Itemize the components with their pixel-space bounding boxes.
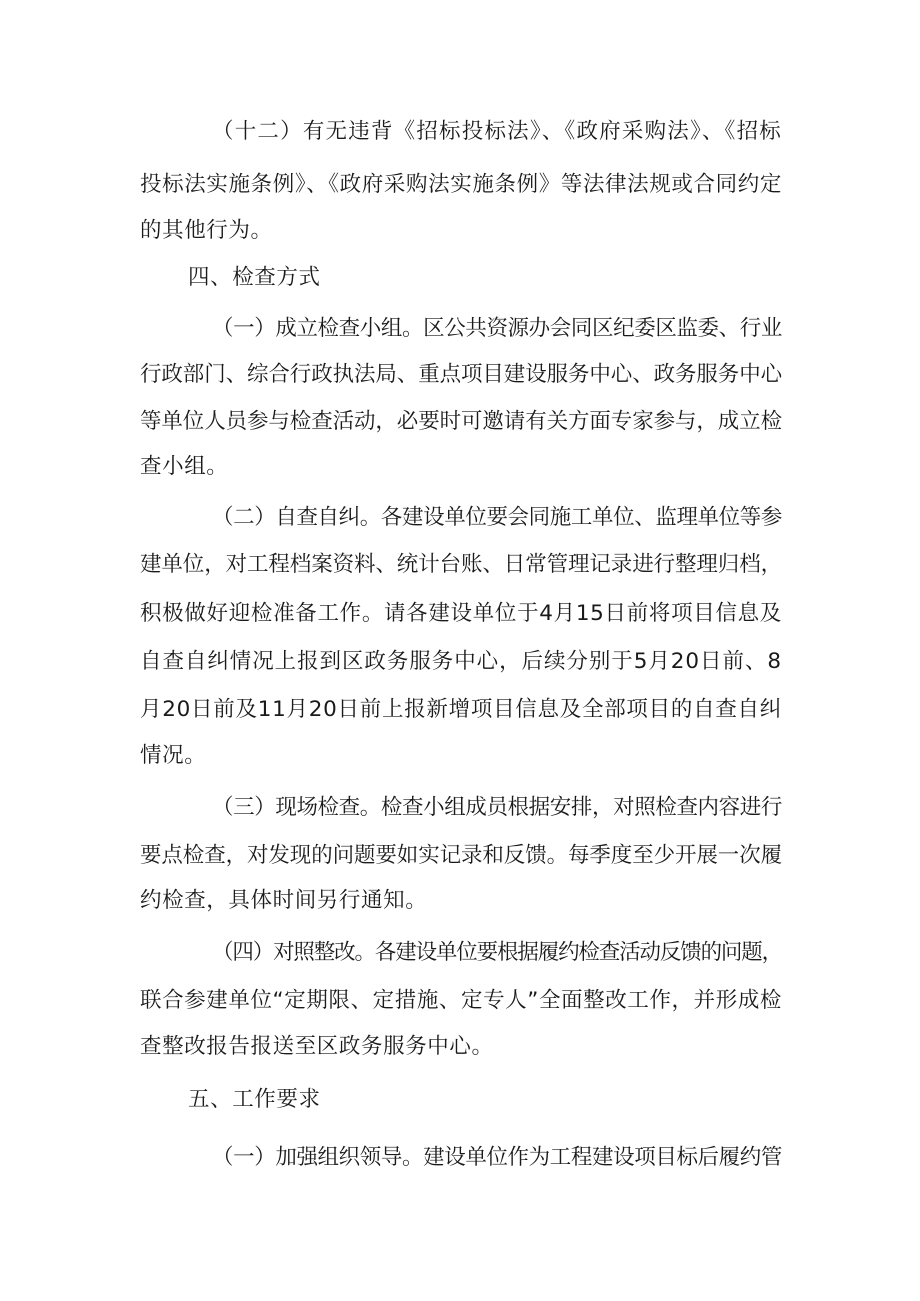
paragraph-line: 建单位，对工程档案资料、统计台账、日常管理记录进行整理归档， xyxy=(140,552,782,577)
paragraph-line: 的其他行为。 xyxy=(140,218,273,243)
paragraph-line: 查小组。 xyxy=(140,454,229,479)
paragraph-line: （二）自查自纠。各建设单位要会同施工单位、监理单位等参 xyxy=(212,505,783,530)
paragraph-line: 情况。 xyxy=(140,743,207,768)
paragraph-line: （四）对照整改。各建设单位要根据履约检查活动反馈的问题， xyxy=(212,940,782,965)
paragraph-line: （一）成立检查小组。区公共资源办会同区纪委区监委、行业 xyxy=(212,316,783,341)
paragraph-line: 约检查，具体时间另行通知。 xyxy=(140,888,428,913)
paragraph-line: （一）加强组织领导。建设单位作为工程建设项目标后履约管 xyxy=(212,1145,783,1170)
section-heading: 四、检查方式 xyxy=(188,265,321,290)
paragraph-line: 查整改报告报送至区政务服务中心。 xyxy=(140,1034,494,1059)
paragraph-line: （十二）有无违背《招标投标法》、《政府采购法》、《招标 xyxy=(212,119,782,144)
paragraph-line: 等单位人员参与检查活动，必要时可邀请有关方面专家参与，成立检 xyxy=(140,409,782,434)
paragraph-line: 投标法实施条例》、《政府采购法实施条例》等法律法规或合同约定 xyxy=(140,172,782,197)
paragraph-line: 联合参建单位“定期限、定措施、定专人”全面整改工作，并形成检 xyxy=(140,988,782,1013)
paragraph-line: 自查自纠情况上报到区政务服务中心，后续分别于5月20日前、8 xyxy=(140,649,782,674)
section-heading: 五、工作要求 xyxy=(188,1087,321,1112)
paragraph-line: 月20日前及11月20日前上报新增项目信息及全部项目的自查自纠 xyxy=(140,697,782,722)
paragraph-line: 要点检查，对发现的问题要如实记录和反馈。每季度至少开展一次履 xyxy=(140,843,782,868)
paragraph-line: （三）现场检查。检查小组成员根据安排，对照检查内容进行 xyxy=(212,795,783,820)
paragraph-line: 积极做好迎检准备工作。请各建设单位于4月15日前将项目信息及 xyxy=(140,601,782,626)
paragraph-line: 行政部门、综合行政执法局、重点项目建设服务中心、政务服务中心 xyxy=(140,362,782,387)
